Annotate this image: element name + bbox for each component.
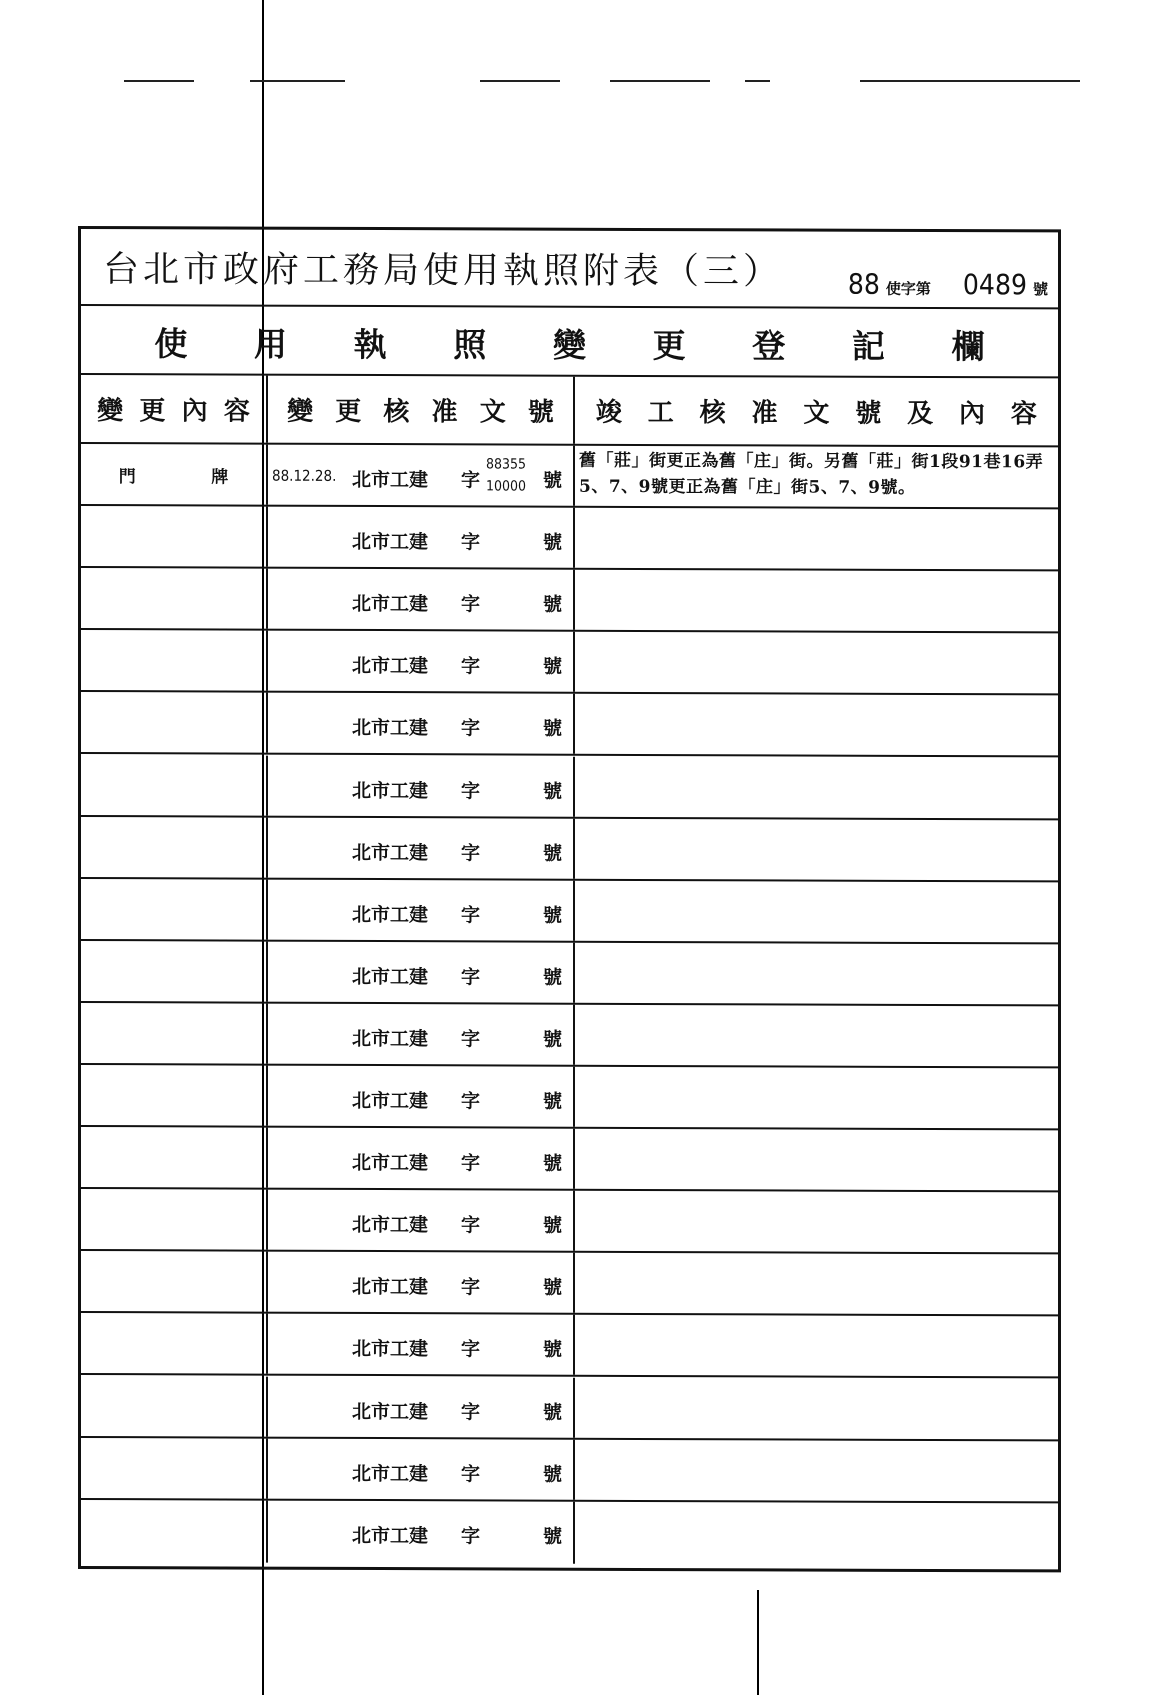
approval-hao: 號 <box>543 593 563 616</box>
header-char: 內 <box>181 396 208 427</box>
header-char: 內 <box>959 399 986 430</box>
header-change-content <box>81 375 266 443</box>
permit-suffix: 號 <box>1032 280 1048 299</box>
table-row <box>81 1251 1058 1317</box>
approval-number-line: 10000 <box>486 478 527 495</box>
table-row <box>81 755 1058 821</box>
change-item-cell <box>81 1189 268 1250</box>
table-row <box>81 692 1058 758</box>
completion-content-cell <box>575 446 1058 508</box>
section-title-char: 變 <box>552 325 586 365</box>
change-item-cell <box>81 692 268 753</box>
approval-office: 北市工建 <box>352 903 429 926</box>
completion-content-cell <box>575 756 1058 818</box>
completion-content-cell <box>575 1253 1058 1315</box>
approval-office: 北市工建 <box>352 1276 429 1299</box>
approval-office: 北市工建 <box>352 1338 429 1361</box>
change-item-cell <box>81 1127 268 1188</box>
approval-office: 北市工建 <box>352 717 429 740</box>
approval-hao: 號 <box>543 1339 563 1362</box>
permit-change-form <box>78 226 1061 1572</box>
approval-zi: 字 <box>461 904 481 927</box>
approval-office: 北市工建 <box>352 531 429 554</box>
header-char: 更 <box>335 396 362 427</box>
completion-content-cell <box>575 1501 1058 1565</box>
completion-content-cell <box>575 570 1058 632</box>
change-item-cell <box>81 817 268 878</box>
table-row <box>81 630 1058 696</box>
approval-zi: 字 <box>461 1152 481 1175</box>
approval-zi: 字 <box>461 1028 481 1051</box>
approval-zi: 字 <box>461 655 481 678</box>
completion-content-cell <box>575 1067 1058 1129</box>
header-completion-ref-content <box>575 377 1058 446</box>
approval-hao: 號 <box>543 780 563 803</box>
section-title-char: 執 <box>353 324 387 365</box>
change-item-cell <box>81 941 268 1002</box>
header-char: 竣 <box>595 397 622 428</box>
section-title-char: 更 <box>652 326 686 366</box>
completion-content-cell <box>575 943 1058 1005</box>
approval-ref-cell <box>268 1438 575 1499</box>
section-title <box>81 318 1058 368</box>
table-row <box>81 1313 1058 1379</box>
permit-number <box>848 268 1048 302</box>
approval-ref-cell <box>268 1376 575 1437</box>
scan-dash <box>124 80 194 82</box>
change-item-cell <box>81 1003 268 1064</box>
approval-date: 88.12.28. <box>272 466 337 485</box>
scan-dash <box>480 80 560 82</box>
change-item-cell <box>81 1376 268 1437</box>
header-approval-ref <box>268 376 573 444</box>
approval-zi: 字 <box>461 1400 481 1423</box>
approval-office: 北市工建 <box>352 1400 429 1423</box>
approval-ref-cell <box>268 445 575 506</box>
table-row <box>81 1127 1058 1193</box>
approval-ref-cell <box>268 1190 575 1251</box>
section-title-char: 欄 <box>951 327 985 367</box>
approval-ref-cell <box>268 879 575 940</box>
approval-ref-cell <box>268 507 575 568</box>
section-title-char: 登 <box>752 326 786 366</box>
scan-dash <box>250 80 345 82</box>
approval-zi: 字 <box>461 469 481 492</box>
permit-serial: 0489 <box>962 268 1027 302</box>
header-char: 號 <box>527 397 554 428</box>
header-char: 變 <box>97 396 124 427</box>
table-row <box>81 941 1058 1007</box>
form-title: 台北市政府工務局使用執照附表（三） <box>103 249 784 293</box>
approval-ref-cell <box>268 693 575 754</box>
approval-zi: 字 <box>461 779 481 802</box>
table-row <box>81 444 1058 510</box>
scan-dash <box>860 80 1080 82</box>
approval-zi: 字 <box>461 1276 481 1299</box>
table-row <box>81 1189 1058 1255</box>
approval-ref-cell <box>268 1500 575 1563</box>
approval-number <box>486 453 526 497</box>
table-row <box>81 568 1058 634</box>
table-row <box>81 817 1058 883</box>
header-char: 文 <box>479 397 506 428</box>
approval-zi: 字 <box>461 717 481 740</box>
section-title-char: 用 <box>253 324 287 364</box>
approval-hao: 號 <box>543 1525 563 1548</box>
approval-ref-cell <box>268 1314 575 1375</box>
header-char: 及 <box>907 398 934 429</box>
approval-hao: 號 <box>543 842 563 865</box>
change-item-cell <box>81 1313 268 1374</box>
header-char: 變 <box>287 396 314 427</box>
approval-zi: 字 <box>461 1525 481 1548</box>
approval-ref-cell <box>268 1004 575 1065</box>
approval-ref-cell <box>268 1252 575 1313</box>
header-char: 更 <box>139 396 166 427</box>
form-title-row <box>81 229 1058 309</box>
approval-hao: 號 <box>543 904 563 927</box>
approval-ref-cell <box>268 631 575 692</box>
approval-zi: 字 <box>461 1214 481 1237</box>
change-item-cell <box>81 1500 268 1563</box>
completion-content-cell <box>575 1315 1058 1377</box>
header-char: 工 <box>647 397 674 429</box>
section-title-row <box>81 306 1058 378</box>
approval-office: 北市工建 <box>352 655 429 678</box>
change-item-cell <box>81 1438 268 1499</box>
header-char: 准 <box>751 398 778 429</box>
completion-content-cell <box>575 508 1058 570</box>
column-header-row <box>81 375 1058 447</box>
table-row <box>81 1003 1058 1069</box>
approval-hao: 號 <box>543 1152 563 1175</box>
approval-ref-cell <box>268 755 575 816</box>
header-char: 容 <box>1010 399 1037 430</box>
approval-hao: 號 <box>543 469 563 492</box>
change-item-char: 牌 <box>211 467 229 488</box>
approval-zi: 字 <box>461 1090 481 1113</box>
approval-office: 北市工建 <box>352 1214 429 1237</box>
completion-content-cell <box>575 632 1058 694</box>
approval-zi: 字 <box>461 531 481 554</box>
approval-hao: 號 <box>543 1090 563 1113</box>
change-item-char: 門 <box>118 466 136 487</box>
header-char: 核 <box>699 398 726 429</box>
approval-office: 北市工建 <box>352 841 429 864</box>
change-item-label <box>81 444 266 505</box>
table-row <box>81 1376 1058 1442</box>
approval-ref-cell <box>268 1066 575 1127</box>
section-title-char: 記 <box>851 326 885 366</box>
completion-content-cell <box>575 1191 1058 1253</box>
approval-number-line: 88355 <box>486 456 527 473</box>
header-char: 文 <box>803 398 830 429</box>
header-char: 號 <box>855 398 882 429</box>
approval-zi: 字 <box>461 593 481 616</box>
header-char: 容 <box>223 396 250 427</box>
table-row <box>81 879 1058 945</box>
completion-content-cell <box>575 1005 1058 1067</box>
change-item-cell <box>81 568 268 629</box>
approval-ref-cell <box>268 817 575 878</box>
approval-office: 北市工建 <box>352 1152 429 1175</box>
approval-ref-cell <box>268 941 575 1002</box>
header-char: 准 <box>431 397 458 428</box>
approval-office: 北市工建 <box>352 779 429 802</box>
permit-year: 88 <box>847 267 880 301</box>
approval-office: 北市工建 <box>352 468 429 492</box>
approval-hao: 號 <box>543 1463 563 1486</box>
table-row <box>81 1438 1058 1504</box>
approval-zi: 字 <box>461 841 481 864</box>
approval-office: 北市工建 <box>352 1524 429 1547</box>
table-row <box>81 1065 1058 1131</box>
approval-hao: 號 <box>543 1401 563 1424</box>
completion-content-text: 舊「莊」街更正為舊「庄」街。另舊「莊」街1段91巷16弄5、7、9號更正為舊「庄」街5、7、9號。 <box>579 450 1044 498</box>
permit-prefix: 使字第 <box>885 279 931 298</box>
scan-dash <box>745 80 770 82</box>
approval-zi: 字 <box>461 1338 481 1361</box>
completion-content-cell <box>575 1439 1058 1501</box>
change-item-cell <box>81 755 268 816</box>
approval-hao: 號 <box>543 966 563 989</box>
change-item-cell <box>81 1065 268 1126</box>
approval-ref-cell <box>268 569 575 630</box>
change-item-cell <box>81 1251 268 1312</box>
approval-zi: 字 <box>461 966 481 989</box>
completion-content-cell <box>575 880 1058 942</box>
change-item-cell <box>81 444 268 505</box>
approval-hao: 號 <box>543 655 563 678</box>
approval-hao: 號 <box>543 531 563 554</box>
table-row <box>81 506 1058 572</box>
completion-content-cell <box>575 694 1058 756</box>
approval-office: 北市工建 <box>352 1027 429 1051</box>
completion-content-cell <box>575 818 1058 880</box>
approval-hao: 號 <box>543 718 563 741</box>
completion-content-cell <box>575 1129 1058 1191</box>
approval-zi: 字 <box>461 1462 481 1485</box>
approval-hao: 號 <box>543 1276 563 1299</box>
header-char: 核 <box>383 397 410 428</box>
approval-hao: 號 <box>543 1028 563 1051</box>
change-item-cell <box>81 630 268 691</box>
scan-vertical-line-bottom <box>757 1590 759 1695</box>
section-title-char: 使 <box>154 324 188 364</box>
approval-hao: 號 <box>543 1214 563 1237</box>
table-row <box>81 1500 1058 1566</box>
approval-office: 北市工建 <box>352 593 429 616</box>
approval-office: 北市工建 <box>352 965 429 989</box>
completion-content-cell <box>575 1377 1058 1439</box>
change-item-cell <box>81 506 268 567</box>
scan-dash <box>610 80 710 82</box>
change-item-cell <box>81 879 268 940</box>
approval-ref-cell <box>268 1128 575 1189</box>
section-title-char: 照 <box>453 325 487 365</box>
approval-office: 北市工建 <box>352 1089 429 1113</box>
approval-office: 北市工建 <box>352 1462 429 1485</box>
